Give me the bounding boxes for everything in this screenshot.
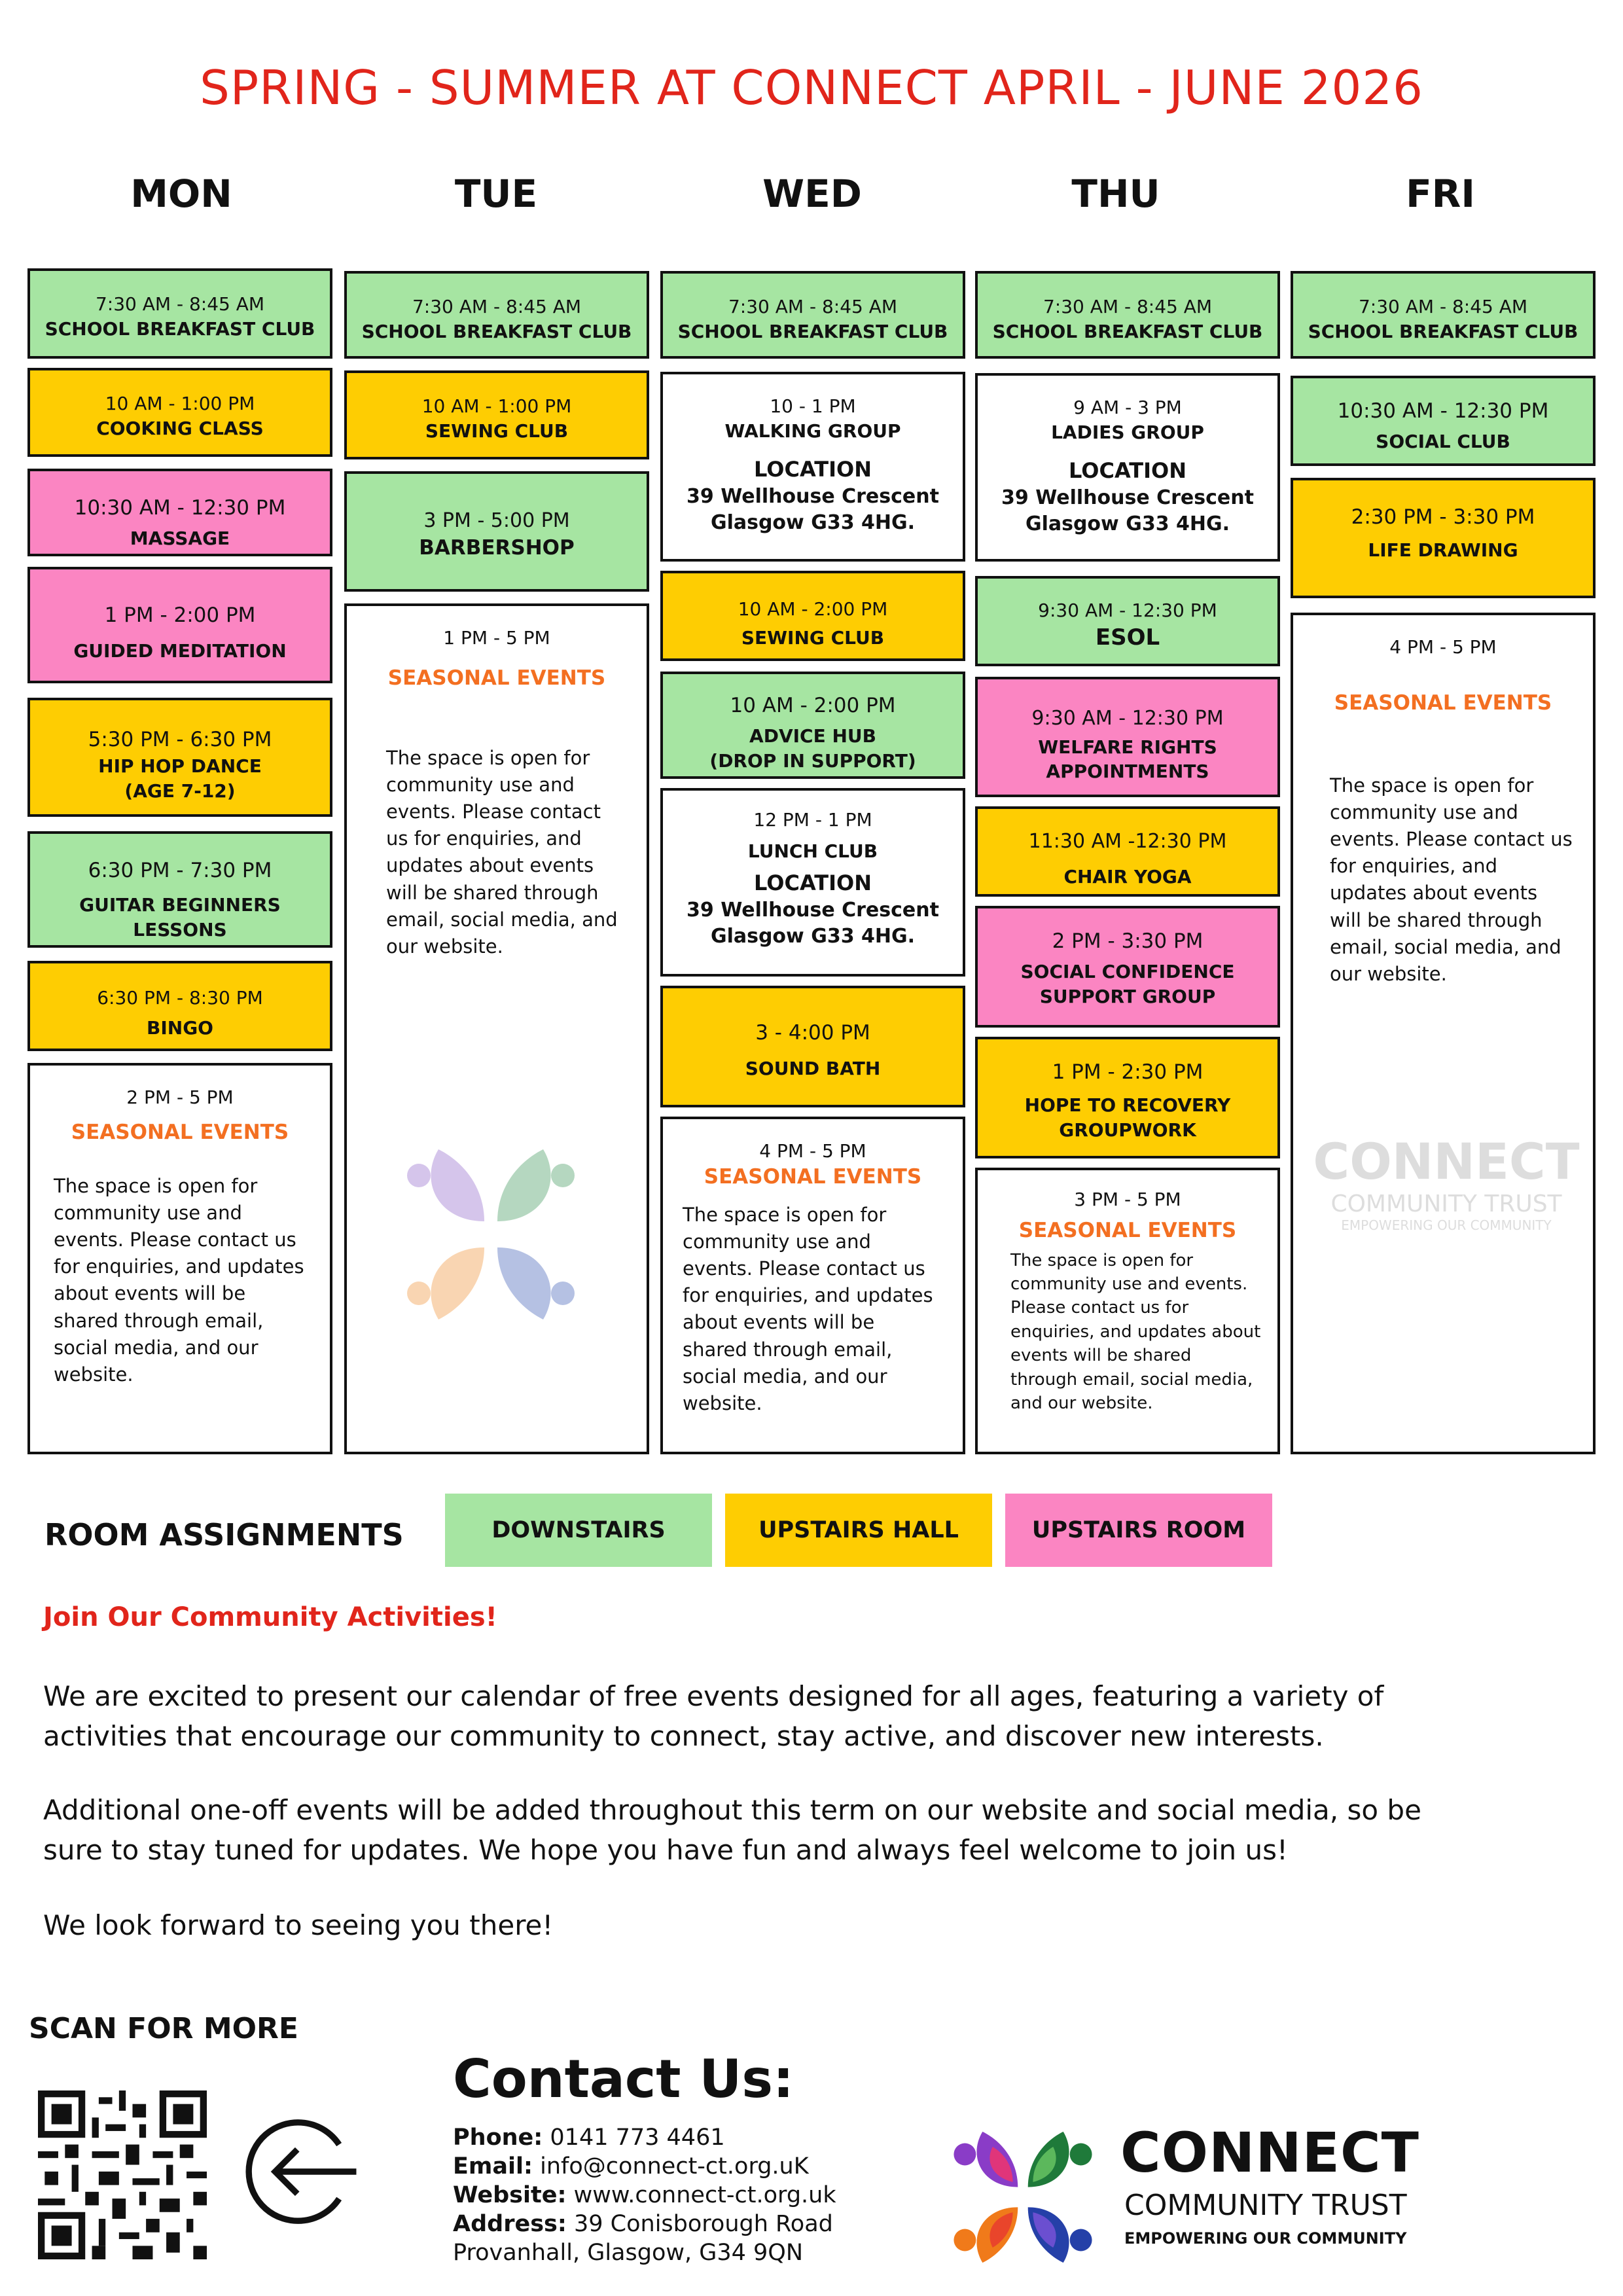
event-name: SEWING CLUB (741, 626, 885, 649)
website-label: Website: (453, 2182, 567, 2208)
event-time: 10 AM - 2:00 PM (730, 694, 896, 717)
event-time: 10 AM - 1:00 PM (105, 393, 255, 414)
event-card (344, 271, 649, 359)
address-label: Address: (453, 2211, 567, 2237)
seasonal-events-label: SEASONAL EVENTS (387, 666, 606, 690)
email-value[interactable]: info@connect-ct.org.uK (540, 2153, 809, 2179)
event-time: 6:30 PM - 7:30 PM (88, 859, 272, 882)
event-time: 7:30 AM - 8:45 AM (1043, 296, 1213, 317)
intro-paragraph-1: We are excited to present our calendar of free events designed for all ages, featuring a variety of activities that encourage our community to connect, stay active, and discover new interests. (43, 1680, 1384, 1752)
event-name: COOKING CLASS (96, 417, 264, 439)
connect-logo-icon (937, 2111, 1109, 2283)
event-time: 6:30 PM - 8:30 PM (97, 987, 263, 1009)
seasonal-events-label: SEASONAL EVENTS (71, 1120, 289, 1144)
seasonal-description: The space is open for community use and events. Please contact us for enquiries, and updates about events will be shared through email, social media, and our website. (1330, 774, 1573, 985)
event-name: WELFARE RIGHTS (1038, 736, 1217, 758)
event-detail: LESSONS (133, 918, 227, 941)
event-card (660, 986, 965, 1107)
seasonal-events-card (1291, 613, 1596, 1454)
event-card (1291, 271, 1596, 359)
brand-subtitle: COMMUNITY TRUST (1124, 2189, 1407, 2222)
event-name: HIP HOP DANCE (98, 755, 262, 777)
event-card (27, 368, 332, 457)
event-name: SCHOOL BREAKFAST CLUB (1308, 320, 1578, 342)
event-name: SOCIAL CLUB (1376, 430, 1510, 452)
event-time: 2:30 PM - 3:30 PM (1351, 505, 1535, 529)
event-name: SCHOOL BREAKFAST CLUB (677, 320, 948, 342)
brand-name: CONNECT (1120, 2121, 1419, 2185)
seasonal-events-label: SEASONAL EVENTS (704, 1164, 922, 1189)
watermark-name: CONNECT (1313, 1132, 1580, 1191)
room-assignments-title: ROOM ASSIGNMENTS (45, 1517, 404, 1552)
event-time: 3 - 4:00 PM (755, 1021, 870, 1045)
scan-label: SCAN FOR MORE (29, 2012, 298, 2045)
event-time: 2 PM - 5 PM (126, 1086, 234, 1108)
event-time: 1 PM - 2:00 PM (104, 603, 256, 627)
website-value[interactable]: www.connect-ct.org.uk (573, 2182, 836, 2208)
contact-email (453, 2153, 809, 2179)
watermark-tagline: EMPOWERING OUR COMMUNITY (1341, 1217, 1552, 1233)
page-title: SPRING - SUMMER AT CONNECT APRIL - JUNE 2026 (200, 60, 1423, 115)
event-name: LIFE DRAWING (1368, 539, 1518, 561)
event-time: 3 PM - 5:00 PM (423, 509, 570, 532)
event-time: 7:30 AM - 8:45 AM (95, 293, 265, 315)
event-name: LADIES GROUP (1051, 421, 1204, 443)
event-detail: GROUPWORK (1059, 1119, 1196, 1141)
event-time: 4 PM - 5 PM (1389, 636, 1497, 658)
event-card (27, 567, 332, 683)
day-header-fri: FRI (1406, 171, 1475, 216)
event-name: SOUND BATH (745, 1057, 881, 1079)
seasonal-description: The space is open for community use and events. Please contact us for enquiries, and updates about events will be shared through email, social media, and our website. (683, 1203, 933, 1414)
event-card (27, 469, 332, 556)
event-time: 9:30 AM - 12:30 PM (1038, 600, 1217, 621)
location-address: 39 Wellhouse Crescent (687, 484, 939, 508)
event-time: 3 PM - 5 PM (1074, 1189, 1181, 1210)
event-card (975, 576, 1280, 666)
location-address: 39 Wellhouse Crescent (1001, 486, 1254, 509)
watermark-sub: COMMUNITY TRUST (1330, 1191, 1562, 1217)
event-name: ADVICE HUB (749, 725, 876, 747)
event-time: 12 PM - 1 PM (753, 809, 872, 831)
event-card (660, 788, 965, 977)
legend-upstairs-room: UPSTAIRS ROOM (1005, 1494, 1272, 1567)
event-name: WALKING GROUP (724, 420, 901, 442)
event-name: SCHOOL BREAKFAST CLUB (992, 320, 1263, 342)
day-header-mon: MON (130, 171, 232, 216)
event-card (975, 677, 1280, 797)
event-card (660, 672, 965, 779)
phone-value[interactable]: 0141 773 4461 (550, 2125, 725, 2151)
arrow-left-circle-icon (238, 2110, 361, 2233)
event-name: ESOL (1095, 624, 1160, 651)
event-name: HOPE TO RECOVERY (1024, 1094, 1231, 1116)
event-name: MASSAGE (130, 527, 230, 549)
event-card (27, 961, 332, 1051)
location-label: LOCATION (754, 456, 872, 482)
location-label: LOCATION (1069, 457, 1186, 483)
event-time: 9:30 AM - 12:30 PM (1031, 707, 1224, 730)
event-card (27, 268, 332, 359)
event-card (660, 571, 965, 661)
brand-tagline: EMPOWERING OUR COMMUNITY (1124, 2229, 1407, 2248)
event-detail: APPOINTMENTS (1046, 761, 1209, 783)
event-detail: (DROP IN SUPPORT) (709, 749, 916, 772)
event-name: BARBERSHOP (419, 535, 575, 560)
intro-heading: Join Our Community Activities! (43, 1602, 497, 1632)
event-time: 7:30 AM - 8:45 AM (728, 296, 898, 317)
event-time: 7:30 AM - 8:45 AM (412, 296, 582, 317)
event-name: SEWING CLUB (425, 420, 569, 442)
seasonal-events-card (344, 603, 649, 1454)
event-card (27, 698, 332, 817)
qr-code-icon[interactable] (38, 2090, 207, 2259)
event-card (27, 831, 332, 948)
event-time: 10 AM - 2:00 PM (738, 598, 888, 620)
event-card (975, 906, 1280, 1028)
location-city: Glasgow G33 4HG. (710, 925, 916, 948)
seasonal-description: The space is open for community use and events. Please contact us for enquiries, and updates about events will be shared through email, social media, and our website. (1010, 1250, 1261, 1413)
faded-connect-logo-icon (380, 1123, 602, 1346)
event-card (660, 271, 965, 359)
email-label: Email: (453, 2153, 533, 2179)
seasonal-description: The space is open for community use and events. Please contact us for enquiries, and updates about events will be shared through email, social media, and our website. (54, 1174, 304, 1386)
watermark-logo (1309, 1132, 1584, 1233)
seasonal-events-card (27, 1063, 332, 1454)
event-time: 7:30 AM - 8:45 AM (1358, 296, 1528, 317)
event-name: LUNCH CLUB (747, 840, 878, 862)
event-time: 1 PM - 2:30 PM (1052, 1060, 1204, 1084)
event-card (344, 370, 649, 459)
phone-label: Phone: (453, 2125, 543, 2151)
seasonal-events-card (660, 1117, 965, 1454)
location-address: 39 Wellhouse Crescent (687, 898, 939, 922)
event-time: 10:30 AM - 12:30 PM (74, 496, 286, 520)
event-detail: (AGE 7-12) (124, 780, 236, 802)
event-name: BINGO (147, 1016, 213, 1039)
contact-website (453, 2182, 836, 2208)
contact-address-line2: Provanhall, Glasgow, G34 9QN (453, 2240, 804, 2266)
seasonal-events-card (975, 1168, 1280, 1454)
event-time: 10:30 AM - 12:30 PM (1337, 399, 1549, 423)
intro-paragraph-3: We look forward to seeing you there! (43, 1909, 554, 1941)
event-time: 9 AM - 3 PM (1073, 397, 1182, 418)
location-city: Glasgow G33 4HG. (1025, 512, 1230, 536)
event-name: GUIDED MEDITATION (73, 639, 287, 662)
event-card (975, 806, 1280, 897)
event-time: 11:30 AM -12:30 PM (1028, 830, 1227, 853)
event-name: GUITAR BEGINNERS (79, 893, 281, 916)
event-card (975, 373, 1280, 562)
event-name: SOCIAL CONFIDENCE (1020, 960, 1235, 982)
event-name: CHAIR YOGA (1063, 865, 1192, 888)
event-time: 10 AM - 1:00 PM (421, 395, 572, 417)
address-line1: 39 Conisborough Road (574, 2211, 833, 2237)
day-header-wed: WED (762, 171, 862, 216)
event-time: 5:30 PM - 6:30 PM (88, 728, 272, 751)
event-time: 2 PM - 3:30 PM (1052, 929, 1204, 953)
legend-downstairs: DOWNSTAIRS (445, 1494, 712, 1567)
intro-paragraph-2: Additional one-off events will be added throughout this term on our website and social media, so be sure to stay tuned for updates. We hope you have fun and always feel welcome to join us! (43, 1794, 1421, 1866)
seasonal-description: The space is open for community use and events. Please contact us for enquiries, and updates about events will be shared through email, social media, and our website. (386, 746, 618, 958)
event-card (1291, 478, 1596, 598)
contact-title: Contact Us: (453, 2049, 794, 2109)
event-detail: SUPPORT GROUP (1039, 985, 1216, 1007)
event-time: 1 PM - 5 PM (443, 627, 550, 649)
day-header-thu: THU (1071, 171, 1160, 216)
seasonal-events-label: SEASONAL EVENTS (1018, 1218, 1237, 1242)
event-card (344, 471, 649, 592)
location-city: Glasgow G33 4HG. (710, 511, 916, 535)
event-name: SCHOOL BREAKFAST CLUB (361, 320, 632, 342)
day-header-tue: TUE (454, 171, 538, 216)
event-name: SCHOOL BREAKFAST CLUB (45, 317, 315, 340)
event-time: 10 - 1 PM (770, 395, 856, 417)
event-time: 4 PM - 5 PM (759, 1140, 866, 1162)
contact-address (453, 2211, 833, 2237)
location-label: LOCATION (754, 870, 872, 895)
event-card (975, 271, 1280, 359)
event-card (1291, 376, 1596, 466)
event-card (975, 1037, 1280, 1158)
contact-phone (453, 2125, 725, 2151)
seasonal-events-label: SEASONAL EVENTS (1334, 691, 1552, 715)
event-card (660, 372, 965, 562)
legend-upstairs-hall: UPSTAIRS HALL (725, 1494, 992, 1567)
